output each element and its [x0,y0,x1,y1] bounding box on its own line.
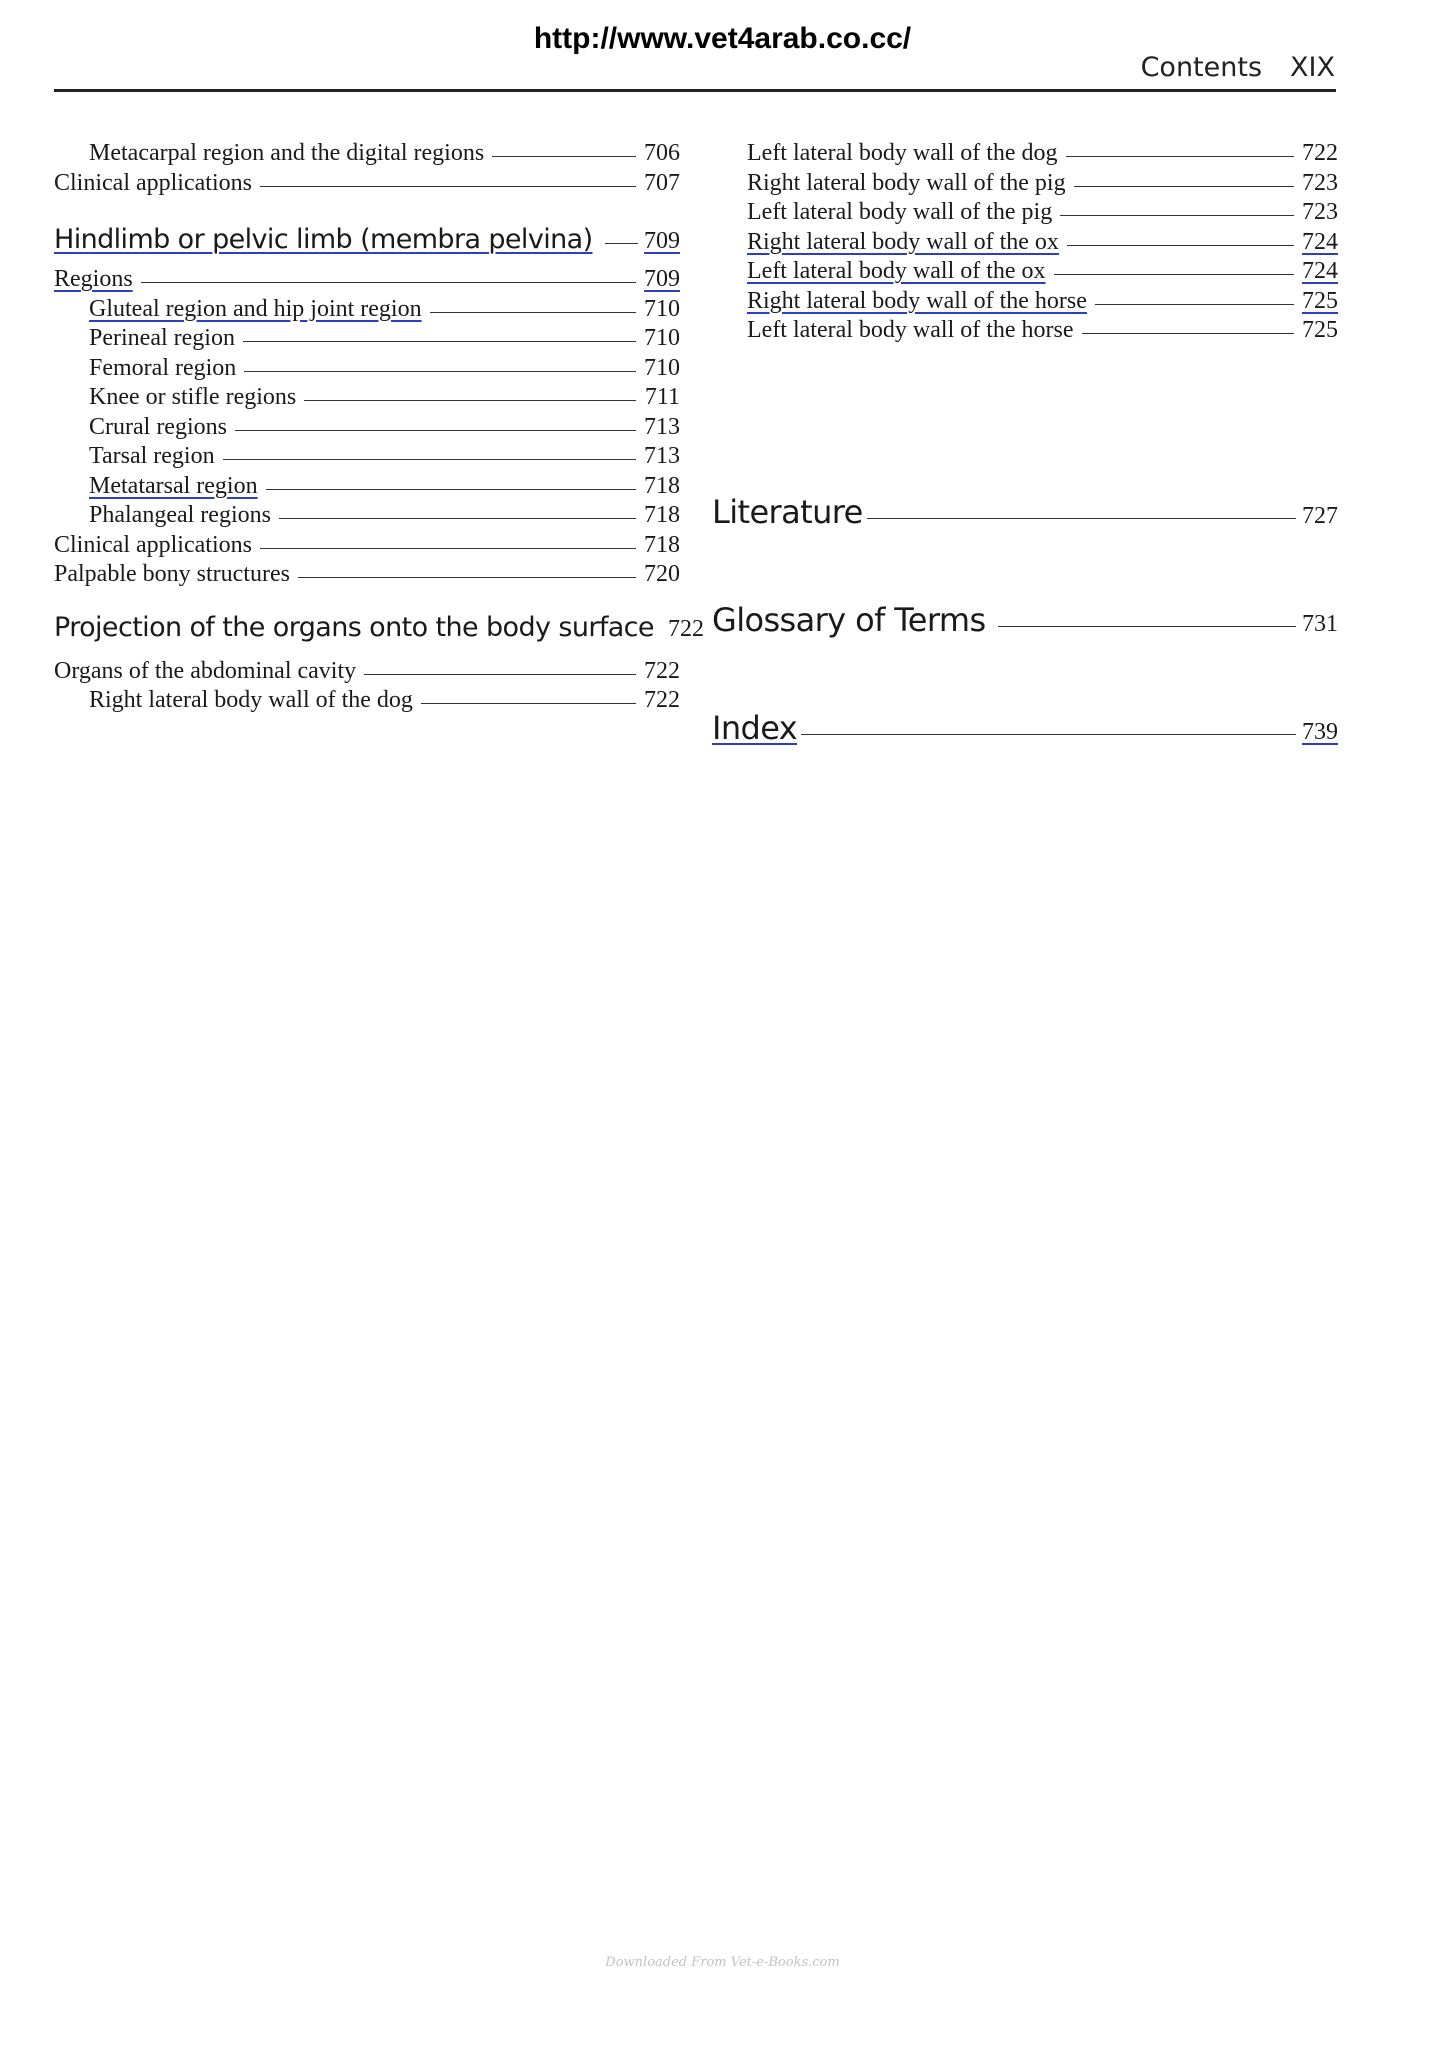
toc-entry [54,296,680,326]
toc-entry-title: Right lateral body wall of the pig [747,169,1066,196]
toc-entry-page: 725 [1302,287,1338,314]
dot-leader [260,548,636,549]
toc-entry-page: 725 [1302,317,1338,343]
toc-entry [54,325,680,355]
toc-entry-page: 711 [644,384,680,410]
dot-leader [244,371,636,372]
toc-heading-page: 731 [1302,610,1338,637]
toc-heading-page: 709 [644,228,680,254]
source-url: http://www.vet4arab.co.cc/ [533,22,912,55]
dot-leader [1066,156,1294,157]
toc-entry-title: Gluteal region and hip joint region [89,295,422,322]
toc-entry-title: Clinical applications [54,531,252,558]
toc-entry [54,532,680,562]
toc-entry-page: 723 [1302,199,1338,225]
toc-heading-title: Glossary of Terms [712,600,986,639]
toc-entry-page: 722 [644,657,680,684]
dot-leader [235,430,636,431]
toc-entry-page: 723 [1302,169,1338,196]
dot-leader [1095,304,1294,305]
toc-entry-title: Right lateral body wall of the horse [747,287,1087,314]
toc-heading-page: 739 [1302,718,1338,745]
toc-entry [54,414,680,444]
dot-leader [304,400,636,401]
toc-entry [54,658,680,688]
toc-entry [54,140,680,170]
toc-entry-title: Clinical applications [54,169,252,196]
toc-entry-page: 709 [644,266,680,292]
dot-leader [421,703,636,704]
toc-entry-page: 724 [1302,228,1338,255]
toc-entry-title: Left lateral body wall of the horse [747,317,1074,343]
toc-entry-page: 718 [644,502,680,528]
toc-entry-page: 710 [644,325,680,351]
toc-chapter-glossary [712,601,1338,649]
toc-entry-page: 706 [644,140,680,166]
dot-leader [266,489,636,490]
toc-entry-title: Organs of the abdominal cavity [54,657,357,684]
toc-heading-title: Hindlimb or pelvic limb (membra pelvina) [54,224,593,255]
toc-entry-title: Femoral region [89,354,237,381]
section-title: Contents [1140,52,1263,83]
toc-entry [712,170,1338,200]
toc-entry-page: 718 [644,531,680,558]
toc-entry-page: 724 [1302,258,1338,284]
toc-section-heading [54,611,704,658]
toc-entry [54,170,680,200]
dot-leader [492,156,636,157]
dot-leader [1060,215,1294,216]
download-watermark: Downloaded From Vet-e-Books.com [605,1955,840,1970]
toc-entry [712,199,1338,229]
dot-leader [998,626,1296,627]
toc-entry-page: 722 [1302,140,1338,166]
toc-entry-page: 720 [644,561,680,587]
toc-entry [54,384,680,414]
toc-heading-page: 727 [1302,502,1338,529]
header-rule [54,89,1336,92]
toc-entry [712,317,1338,347]
dot-leader [867,518,1296,519]
dot-leader [243,341,636,342]
dot-leader [1082,333,1294,334]
toc-entry-title: Palpable bony structures [54,561,290,587]
dot-leader [1054,274,1294,275]
toc-heading-title: Literature [712,492,863,531]
dot-leader [1074,186,1294,187]
toc-heading-title: Index [712,708,798,747]
dot-leader [1067,245,1294,246]
dot-leader [364,674,636,675]
dot-leader [430,312,636,313]
toc-entry [54,561,680,591]
toc-entry-title: Left lateral body wall of the pig [747,199,1053,225]
dot-leader [279,518,636,519]
toc-entry [712,229,1338,259]
toc-entry-title: Tarsal region [89,443,215,469]
toc-entry-title: Metatarsal region [89,472,258,499]
dot-leader [801,734,1296,735]
toc-entry-page: 713 [644,443,680,469]
toc-entry-title: Right lateral body wall of the ox [747,228,1059,255]
toc-entry-page: 713 [644,413,680,440]
running-head [1141,52,1335,83]
left-column [54,140,704,717]
toc-heading-title: Projection of the organs onto the body surface [54,611,654,643]
toc-entry-page: 722 [644,687,680,713]
toc-entry-title: Crural regions [89,413,227,440]
toc-entry-page: 710 [644,295,680,322]
toc-entry-title: Metacarpal region and the digital regions [89,140,485,166]
dot-leader [260,186,636,187]
toc-entry [712,140,1338,170]
toc-entry [54,502,680,532]
page-number: XIX [1290,52,1335,83]
toc-entry [712,288,1338,318]
toc-entry-title: Knee or stifle regions [89,384,297,410]
toc-entry [54,266,680,296]
right-column [712,140,1338,757]
toc-entry-title: Perineal region [89,325,235,351]
toc-entry [54,443,680,473]
dot-leader [223,459,636,460]
dot-leader [141,282,636,283]
toc-chapter-index [712,709,1338,757]
toc-chapter-literature [712,493,1338,541]
toc-entry-title: Right lateral body wall of the dog [89,687,413,713]
toc-entry-title: Regions [54,266,133,292]
toc-entry [54,355,680,385]
toc-section-heading [54,224,680,266]
toc-entry-page: 718 [644,472,680,499]
toc-entry-page: 710 [644,354,680,381]
toc-entry [54,473,680,503]
toc-entry-title: Phalangeal regions [89,502,271,528]
dot-leader [298,577,636,578]
toc-entry [54,687,680,717]
toc-entry-title: Left lateral body wall of the dog [747,140,1058,166]
toc-heading-page: 722 [667,615,704,642]
toc-entry-title: Left lateral body wall of the ox [747,258,1046,284]
dot-leader [605,243,638,244]
toc-entry [712,258,1338,288]
toc-entry-page: 707 [644,169,680,196]
